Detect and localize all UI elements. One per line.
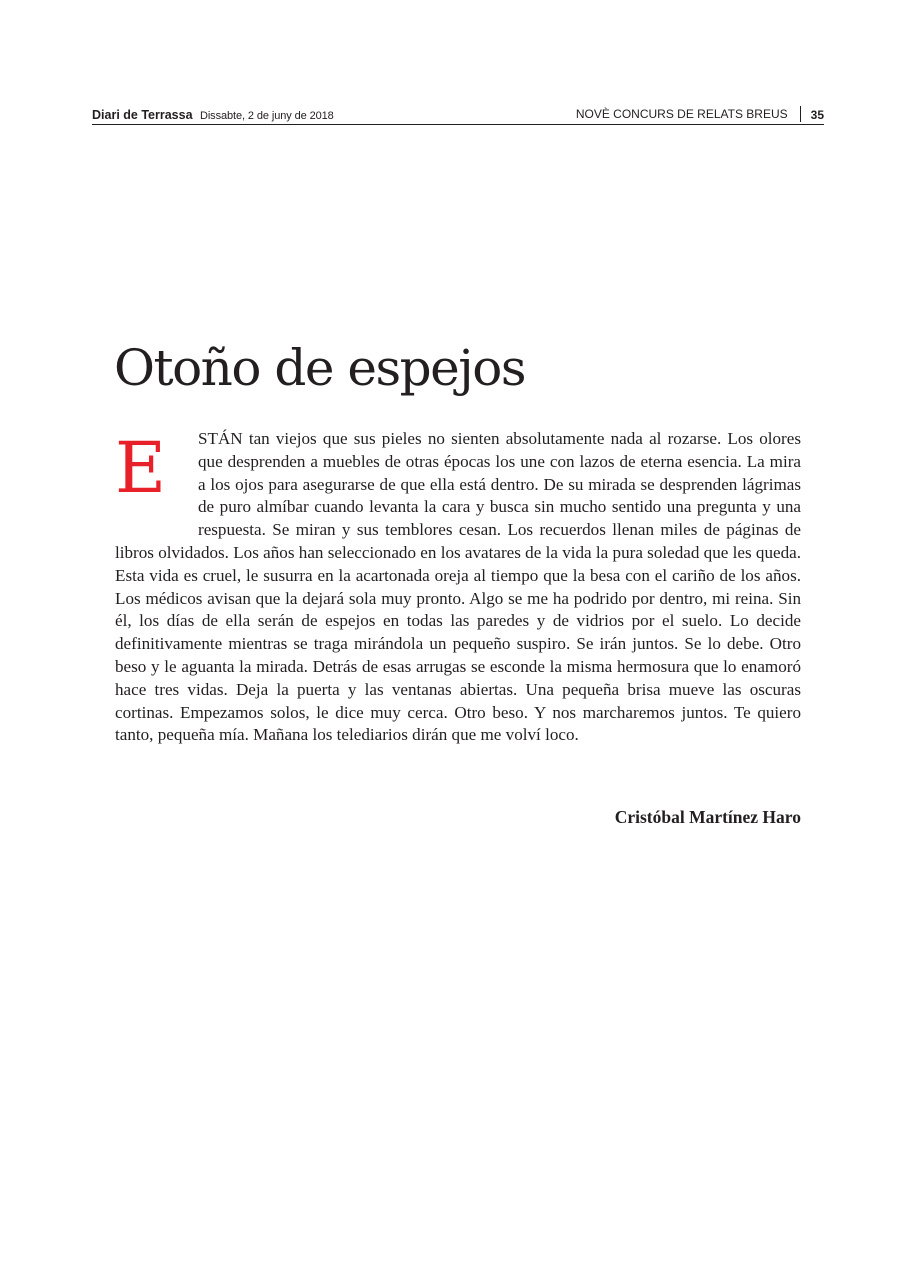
header-divider <box>800 106 801 122</box>
article-body <box>115 428 801 747</box>
page-header <box>92 104 824 125</box>
section-title: NOVÈ CONCURS DE RELATS BREUS <box>575 107 788 121</box>
page-number: 35 <box>810 108 824 122</box>
article-author: Cristóbal Martínez Haro <box>614 807 801 827</box>
publication-date: Dissabte, 2 de juny de 2018 <box>199 110 334 122</box>
newspaper-name: Diari de Terrassa <box>92 108 193 122</box>
article-body-text: STÁN tan viejos que sus pieles no sienten absolutamente nada al rozarse. Los olores que desprenden a muebles de otras épocas los une con lazos de eterna esencia. La mira a los ojos para asegurarse de que ella está dentro. De su mirada se desprenden lágrimas de puro almíbar cuando levanta la cara y busca sin mucho sentido una pregunta y una respuesta. Se miran y sus temblores cesan. Los recuerdos llenan miles de páginas de libros olvidados. Los años han seleccionado en los avatares de la vida la pura soledad que les queda. Esta vida es cruel, le susurra en la acartonada oreja al tiempo que la besa con el cariño de los años. Los médicos avisan que la dejará sola muy pronto. Algo se me ha podrido por dentro, mi reina. Sin él, los días de ella serán de espejos en todas las paredes y de vidrios por el suelo. Lo decide definitivamente mientras se traga mirándola un pequeño suspiro. Se irán juntos. Se lo debe. Otro beso y le aguanta la mirada. Detrás de esas arrugas se esconde la misma hermosura que lo enamoró hace tres vidas. Deja la puerta y las ventanas abiertas. Una pequeña brisa mueve las oscuras cortinas. Empezamos solos, le dice muy cerca. Otro beso. Y nos marcharemos juntos. Te quiero tanto, pequeña mía. Mañana los telediarios dirán que me volví loco. <box>115 429 801 745</box>
header-left <box>92 106 334 124</box>
article-title: Otoño de espejos <box>114 339 525 397</box>
header-right <box>576 104 824 124</box>
drop-cap: E <box>115 427 167 509</box>
